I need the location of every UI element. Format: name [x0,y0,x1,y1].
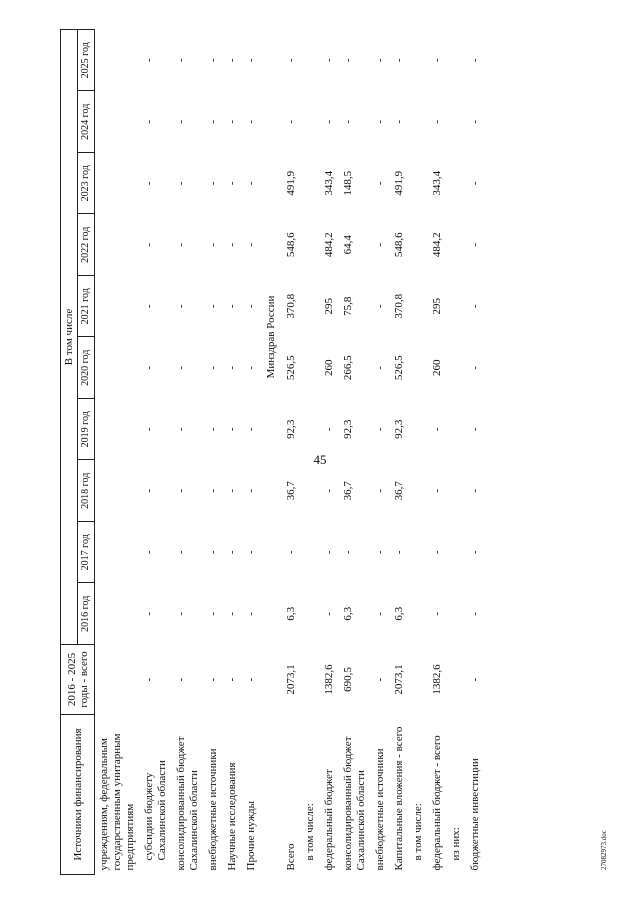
table-cell [409,645,428,715]
table-cell: - [207,365,219,370]
table-cell: - [143,488,155,493]
table-cell: - [285,58,297,63]
table-cell [95,214,141,276]
table-cell [447,645,466,715]
table-cell: - [143,304,155,309]
table-cell: - [374,677,386,682]
table-cell [447,214,466,276]
table-cell [409,214,428,276]
table-cell: - [245,304,257,309]
table-cell [447,460,466,522]
table-cell: - [143,58,155,63]
table-cell [95,153,141,215]
table-cell [95,645,141,715]
table-cell: - [143,611,155,616]
table-cell: - [285,119,297,124]
table-cell: - [245,58,257,63]
table-cell [95,337,141,399]
row-label: в том числе: [412,803,424,861]
table-cell: - [245,488,257,493]
table-cell: - [374,119,386,124]
table-cell: - [393,550,405,555]
table-cell [409,276,428,338]
table-cell: - [431,488,443,493]
row-label: консолидированный бюджет Сахалинской области [342,736,367,871]
table-cell: - [226,242,238,247]
table-cell [409,29,428,91]
table-cell: - [143,677,155,682]
table-cell: - [469,242,481,247]
table-cell: 6,3 [285,606,297,621]
header-year: 2023 год [78,153,95,215]
row-label: внебюджетные источники [207,748,219,871]
header-year: 2020 год [78,337,95,399]
table-row [390,29,409,874]
table-cell [409,153,428,215]
table-cell: 548,6 [393,232,405,258]
table-cell: 526,5 [393,355,405,381]
table-cell: - [226,119,238,124]
table-cell: - [323,488,335,493]
table-cell [301,645,320,715]
table-cell: - [207,58,219,63]
table-cell: - [245,677,257,682]
table-cell: 526,5 [285,355,297,381]
row-label: консолидированный бюджет Сахалинской области [175,736,200,871]
table-cell: - [431,58,443,63]
table-cell [447,29,466,91]
table-cell: - [374,242,386,247]
table-cell: 295 [323,298,335,315]
table-row [95,29,141,874]
financing-table [60,29,485,875]
table-cell: - [226,304,238,309]
table-row [428,29,447,874]
table-cell: 260 [431,359,443,376]
table-cell: - [143,119,155,124]
header-year: 2021 год [78,276,95,338]
section-header-body [261,29,282,874]
table-cell: - [143,242,155,247]
table-row [242,29,261,874]
table-cell: - [323,611,335,616]
table-cell: - [226,365,238,370]
table-cell: - [469,58,481,63]
page-number: 45 [313,452,327,467]
table-cell: - [226,550,238,555]
table-row [409,29,428,874]
table-row [339,29,371,874]
table-row [172,29,204,874]
table-cell: - [245,119,257,124]
table-cell: - [143,550,155,555]
table-cell [447,583,466,645]
header-year: 2024 год [78,91,95,153]
header-source: Источники финансирования [61,715,95,875]
table-cell: - [175,677,187,682]
table-cell: 343,4 [431,170,443,196]
header-total: 2016 - 2025 годы - всего [61,645,95,715]
table-row [320,29,339,874]
table-cell: - [469,488,481,493]
row-label: Всего [285,843,297,871]
table-cell: - [207,611,219,616]
table-cell: - [374,181,386,186]
table-cell [447,153,466,215]
table-cell: - [431,119,443,124]
header-year: 2016 год [78,583,95,645]
table-cell: 36,7 [285,481,297,501]
table-cell: - [175,365,187,370]
table-cell [301,29,320,91]
table-cell: 1382,6 [323,664,335,695]
table-cell: - [175,304,187,309]
row-label: из них: [450,827,462,861]
header-year: 2017 год [78,522,95,584]
table-cell: - [207,181,219,186]
table-cell: 491,9 [393,170,405,196]
table-cell: - [143,427,155,432]
table-cell: 370,8 [285,293,297,319]
table-cell: - [226,677,238,682]
table-cell: - [207,677,219,682]
table-cell [95,91,141,153]
table-cell: - [175,181,187,186]
table-cell [95,399,141,461]
table-cell: 6,3 [393,606,405,621]
row-label: Научные исследования [226,762,238,871]
table-cell: 690,5 [342,667,354,692]
table-cell: - [245,611,257,616]
table-cell: 6,3 [342,606,354,621]
table-cell: - [226,181,238,186]
row-label: федеральный бюджет - всего [431,735,443,871]
table-cell [95,522,141,584]
table-cell [301,91,320,153]
table-cell: 36,7 [393,481,405,501]
row-label: бюджетные инвестиции [469,758,481,871]
row-label: Прочие нужды [245,800,257,871]
table-cell [447,337,466,399]
table-cell: - [374,550,386,555]
table-cell: - [469,365,481,370]
header-year: 2019 год [78,399,95,461]
table-cell [447,399,466,461]
table-cell: 548,6 [285,232,297,258]
table-cell: - [175,488,187,493]
table-cell: 64,4 [342,235,354,255]
table-cell [301,583,320,645]
table-row [466,29,485,874]
table-cell: 1382,6 [431,664,443,695]
table-cell: - [469,119,481,124]
table-cell: - [323,427,335,432]
table-cell: 36,7 [342,481,354,501]
table-cell: - [374,427,386,432]
table-row [204,29,223,874]
table-row [447,29,466,874]
table-cell [409,91,428,153]
table-cell: 343,4 [323,170,335,196]
table-cell: - [207,304,219,309]
table-cell: - [469,427,481,432]
table-cell: - [393,119,405,124]
table-row [140,29,172,874]
table-cell: - [226,58,238,63]
table-cell: - [245,427,257,432]
row-label: федеральный бюджет [323,769,335,871]
table-cell: - [431,611,443,616]
table-row [223,29,242,874]
table-cell [447,522,466,584]
table-cell: - [226,488,238,493]
table-cell: - [431,427,443,432]
table-cell: - [285,550,297,555]
table-cell: - [143,365,155,370]
table-cell: 260 [323,359,335,376]
table-cell: 491,9 [285,170,297,196]
table-cell: - [245,242,257,247]
table-cell: - [469,677,481,682]
table-cell: - [342,550,354,555]
table-cell [409,522,428,584]
table-cell: - [431,550,443,555]
table-body-top [95,29,262,874]
table-cell: - [374,58,386,63]
table-cell: - [175,242,187,247]
table-cell: - [245,181,257,186]
header-year: 2025 год [78,29,95,91]
table-cell: - [374,611,386,616]
header-row-1 [61,29,78,874]
section-row [261,29,282,874]
table-cell: - [374,365,386,370]
table-cell: 2073,1 [285,664,297,695]
table-cell [301,214,320,276]
table-cell: - [342,58,354,63]
table-cell [95,276,141,338]
table-row [371,29,390,874]
table-cell: 148,5 [342,170,354,196]
table-row [301,29,320,874]
table-cell: 2073,1 [393,664,405,695]
table-row [282,29,301,874]
table-cell: - [175,58,187,63]
table-cell: - [207,242,219,247]
row-label: учреждениям, федеральным государственным унитарным предприятиям [98,733,136,871]
table-cell [409,337,428,399]
table-cell: - [175,550,187,555]
table-cell [409,460,428,522]
table-cell [301,276,320,338]
table-cell: - [393,58,405,63]
table-cell: - [374,304,386,309]
table-cell: - [469,181,481,186]
table-cell: 75,8 [342,296,354,316]
table-cell: 370,8 [393,293,405,319]
row-label: в том числе: [304,803,316,861]
table-cell: - [323,550,335,555]
header-year: 2022 год [78,214,95,276]
row-label: Капитальные вложения - всего [393,726,405,871]
table-cell [95,29,141,91]
table-cell: - [469,611,481,616]
table-cell: 295 [431,298,443,315]
header-year: 2018 год [78,460,95,522]
table-cell [301,399,320,461]
table-cell: 484,2 [323,232,335,258]
table-cell [409,399,428,461]
table-cell [409,583,428,645]
table-cell: - [226,611,238,616]
table-cell [301,522,320,584]
table-cell: - [469,550,481,555]
table-cell: - [374,488,386,493]
table-cell: 92,3 [393,419,405,439]
row-label: внебюджетные источники [374,748,386,871]
table-cell: - [323,58,335,63]
table-cell: - [245,550,257,555]
table-cell: 92,3 [342,419,354,439]
table-cell: 92,3 [285,419,297,439]
table-cell: - [342,119,354,124]
table-cell [447,91,466,153]
footer-doc-id: 27082973.doc [600,830,608,870]
table-cell: 266,5 [342,355,354,381]
table-cell [301,337,320,399]
table-body-bottom [282,29,485,874]
table-cell [301,460,320,522]
table-cell: - [245,365,257,370]
table-cell: - [207,550,219,555]
table-cell: 484,2 [431,232,443,258]
table-cell: - [207,119,219,124]
table-cell: - [469,304,481,309]
table-cell [95,460,141,522]
table-cell: - [143,181,155,186]
table-cell: - [175,119,187,124]
financing-table-wrapper [60,30,590,875]
table-cell: - [207,427,219,432]
table-cell [95,583,141,645]
table-cell: - [226,427,238,432]
table-cell: - [175,611,187,616]
section-title: Минздрав России [265,295,277,379]
header-group: В том числе [61,29,78,644]
table-cell [447,276,466,338]
table-cell [301,153,320,215]
table-cell: - [175,427,187,432]
row-label: субсидии бюджету Сахалинской области [143,760,168,861]
table-cell: - [323,119,335,124]
table-cell: - [207,488,219,493]
